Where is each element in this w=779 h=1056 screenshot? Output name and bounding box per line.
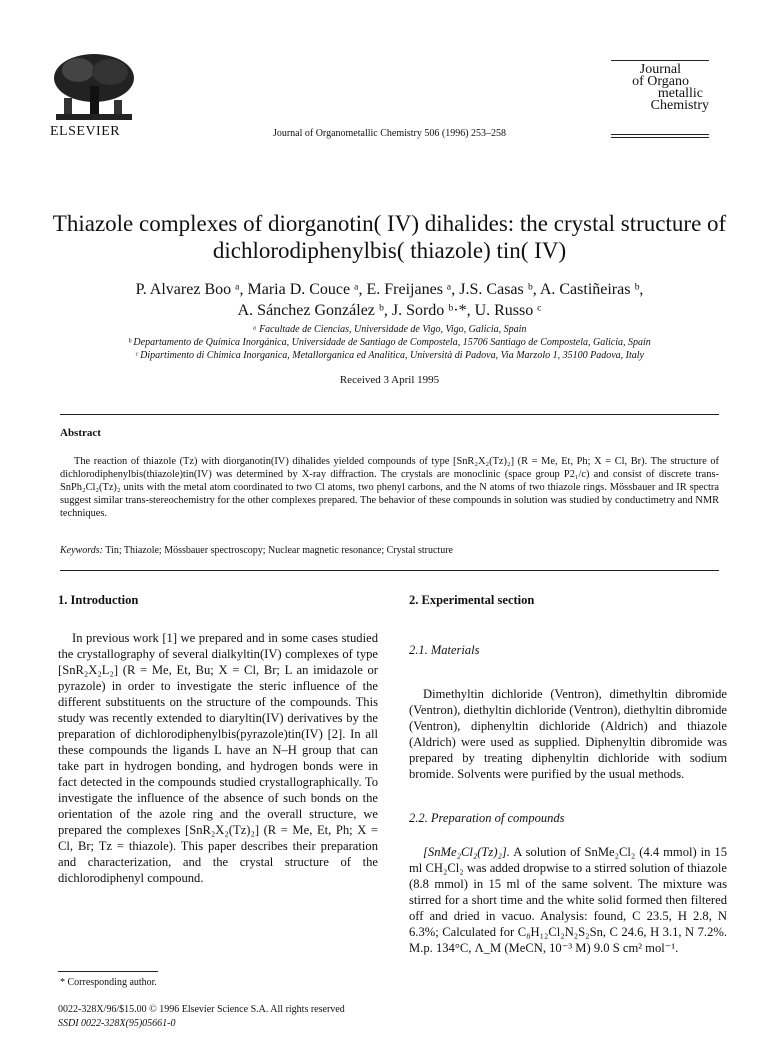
journal-logo-line: Chemistry <box>650 98 709 113</box>
preparation-paragraph <box>409 844 727 956</box>
abstract-rule-bottom <box>60 570 719 571</box>
subsection-heading: 2.2. Preparation of compounds <box>409 811 565 825</box>
abstract-rule-top <box>60 414 719 415</box>
ssdi-line: SSDI 0022-328X(95)05661-0 <box>58 1018 176 1029</box>
footnote: * Corresponding author. <box>60 977 157 988</box>
author-list <box>40 279 739 321</box>
authors-line: P. Alvarez Boo ᵃ, Maria D. Couce ᵃ, E. Freijanes ᵃ, J.S. Casas ᵇ, A. Castiñeiras ᵇ, <box>135 281 644 298</box>
copyright-line: 0022-328X/96/$15.00 © 1996 Elsevier Science S.A. All rights reserved <box>58 1004 345 1015</box>
abstract-heading: Abstract <box>60 427 101 439</box>
section-heading: 1. Introduction <box>58 593 139 607</box>
logo-rule-top <box>611 60 709 61</box>
logo-rule-bottom-2 <box>611 137 709 138</box>
compound-label: [SnMe₂Cl₂(Tz)₂]. <box>423 845 510 859</box>
abstract-text: The reaction of thiazole (Tz) with diorganotin(IV) dihalides yielded compounds of type [SnR₂X₂(Tz)₂] (R = Me, Et, Ph; X = Cl, Br). The structure of dichlorodiphenylbis(thiazole)tin(IV) was determined by X-ray diffraction. The crystals are monoclinic (space group P2₁/c) and consist of discrete trans-SnPh₂Cl₂(Tz)₂ units with the metal atom coordinated to two Cl atoms, two phenyl carbons, and the N atoms of two thiazole rings. Mössbauer and IR spectra suggest similar trans-stereochemistry for the other complexes prepared. The behavior of these compounds in solution was studied by conductimetry and NMR techniques. <box>60 456 719 519</box>
subsection-heading: 2.1. Materials <box>409 643 480 657</box>
logo-rule-bottom <box>611 134 709 135</box>
journal-logo-line: of Organo <box>632 74 689 89</box>
received-date: Received 3 April 1995 <box>339 374 440 386</box>
authors-line: A. Sánchez González ᵇ, J. Sordo ᵇ·*, U. Russo ᶜ <box>237 302 542 319</box>
affiliation: ᵃ Facultade de Ciencias, Universidade de Vigo, Vigo, Galicia, Spain <box>252 324 527 335</box>
journal-citation: Journal of Organometallic Chemistry 506 (1996) 253–258 <box>272 128 507 139</box>
journal-logo <box>569 64 709 112</box>
journal-logo-line: Journal <box>639 62 681 77</box>
intro-paragraph: In previous work [1] we prepared and in some cases studied the crystallography of several dialkyltin(IV) complexes of type [SnR₂X₂L₂] (R = Me, Et, Bu; X = Cl, Br; L an imidazole or pyrazole) in order to investigate the steric influence of the different substituents on the structure of the compounds. This study was recently extended to diaryltin(IV) derivatives by the preparation of dichlorodiphenylbis(pyrazole)tin(IV) [2]. In all these compounds the ligands L have an N–H group that can take part in hydrogen bonding, and hydrogen bonds were in fact detected in the compounds studied crystallographically. To investigate the influence of the absence of such bonds on the orientation of the azole ring and the overall structure, we prepared the complexes [SnR₂X₂(Tz)₂] (R = Me, Et, Ph; X = Cl, Br; Tz = thiazole). This paper describes their preparation and characterization, and the crystal structure of the dichlorodiphenyl compound. <box>58 631 378 885</box>
affiliation: ᵇ Departamento de Química Inorgánica, Universidade de Santiago de Compostela, 15706 Santiago de Compostela, Galicia, Spain <box>128 337 651 348</box>
left-column <box>58 592 378 886</box>
keywords <box>60 545 453 556</box>
preparation-text: A solution of SnMe₂Cl₂ (4.4 mmol) in 15 ml CH₂Cl₂ was added dropwise to a stirred solution of thiazole (8.8 mmol) in 15 ml of the same solvent. The mixture was stirred for a short time and the white solid formed then filtered off and dried in vacuo. Analysis: found, C 23.5, H 2.8, N 6.3%; Calculated for C₈H₁₂Cl₂N₂S₂Sn, C 24.6, H 3.1, N 7.2%. M.p. 134°C, Λ_M (MeCN, 10⁻³ M) 9.0 S cm² mol⁻¹. <box>409 845 727 955</box>
materials-paragraph: Dimethyltin dichloride (Ventron), dimethyltin dibromide (Ventron), diethyltin dichloride (Ventron), diethyltin dibromide (Ventron), diphenyltin dichloride (Aldrich) and thiazole (Aldrich) were used as supplied. Diphenyltin dibromide was prepared by treating diphenyltin dichloride with sodium bromide. Solvents were purified by the usual methods. <box>409 687 727 781</box>
affiliation: ᶜ Dipartimento di Chimica Inorganica, Metallorganica ed Analitica, Università di Padova, Via Marzolo 1, 35100 Padova, Italy <box>135 350 644 361</box>
affiliations <box>40 323 739 362</box>
section-heading: 2. Experimental section <box>409 593 535 607</box>
publisher-name: ELSEVIER <box>50 124 121 139</box>
keywords-label: Keywords: <box>60 545 103 556</box>
keywords-list: Tin; Thiazole; Mössbauer spectroscopy; Nuclear magnetic resonance; Crystal structure <box>105 545 453 556</box>
journal-logo-line: metallic <box>657 86 703 101</box>
footnote-rule <box>58 971 158 972</box>
right-column <box>409 592 727 956</box>
elsevier-tree-logo <box>50 52 138 124</box>
article-title: Thiazole complexes of diorganotin( IV) dihalides: the crystal structure of dichlorodiphenylbis( thiazole) tin( IV) <box>52 211 727 263</box>
